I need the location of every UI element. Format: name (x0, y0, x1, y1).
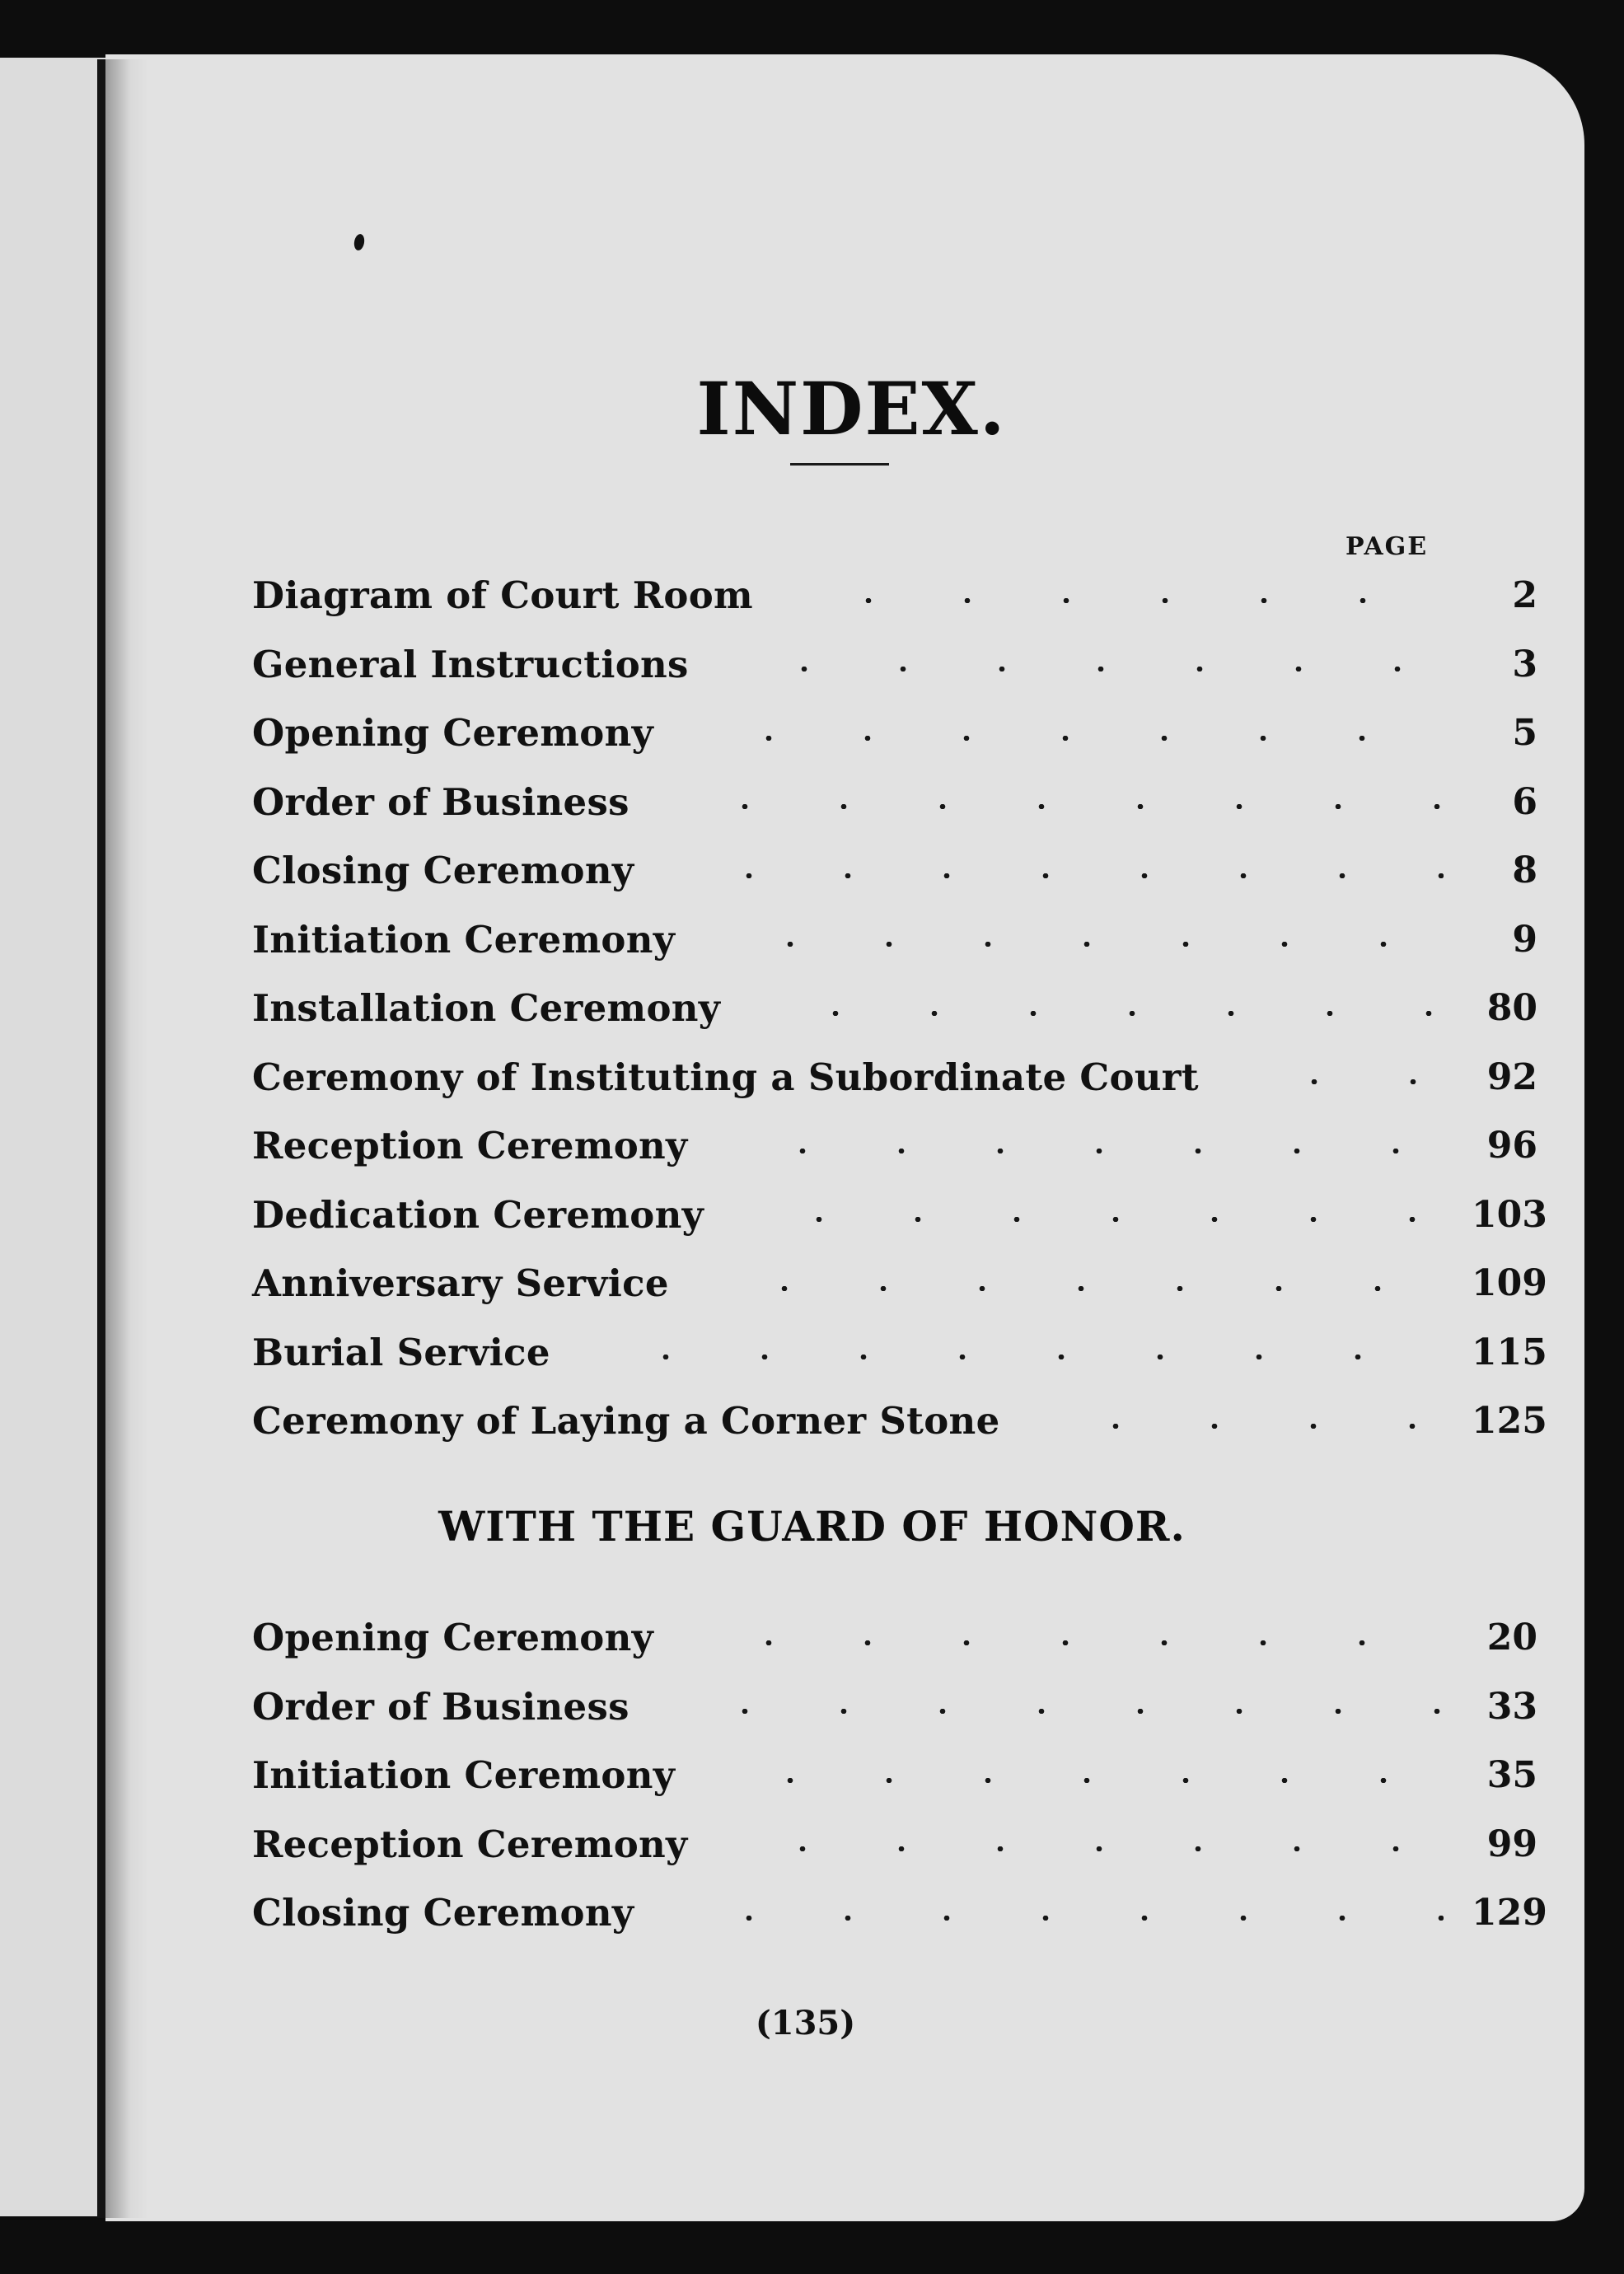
dot-leader (1025, 1424, 1444, 1429)
entry-page-number: 3 (1512, 643, 1537, 685)
index-entry (252, 836, 1537, 905)
entry-label: Order of Business (252, 1684, 629, 1729)
index-entry (252, 1318, 1547, 1387)
title-rule (790, 463, 889, 466)
entry-page-number: 9 (1512, 918, 1537, 961)
entry-page-number: 6 (1512, 780, 1537, 823)
dot-leader (575, 1355, 1444, 1359)
index-entry (252, 1603, 1537, 1673)
guard-index-list (252, 1603, 1547, 1948)
dot-leader (712, 1846, 1444, 1851)
entry-page-number: 33 (1486, 1685, 1537, 1728)
index-entry (252, 1181, 1547, 1250)
entry-label: Initiation Ceremony (252, 917, 676, 962)
gutter-shadow (105, 59, 147, 2218)
index-entry (252, 1741, 1537, 1810)
dot-leader (700, 942, 1444, 947)
entry-label: Diagram of Court Room (252, 573, 753, 618)
dot-leader (658, 873, 1444, 878)
dot-leader (712, 1149, 1444, 1153)
dot-leader (658, 1916, 1444, 1921)
entry-label: Closing Ceremony (252, 1891, 634, 1935)
entry-page-number: 99 (1486, 1822, 1537, 1865)
index-entry (252, 630, 1537, 700)
entry-page-number: 103 (1472, 1193, 1547, 1236)
index-entry (252, 561, 1537, 630)
index-entry (252, 699, 1537, 768)
entry-label: Opening Ceremony (252, 1616, 654, 1660)
dot-leader (728, 1217, 1444, 1222)
guard-of-honor-heading: WITH THE GUARD OF HONOR. (438, 1502, 1186, 1551)
entry-page-number: 80 (1486, 987, 1537, 1030)
entry-page-number: 5 (1512, 712, 1537, 755)
entry-page-number: 115 (1472, 1331, 1547, 1373)
dot-leader (745, 1011, 1444, 1016)
entry-label: General Instructions (252, 642, 689, 686)
entry-page-number: 92 (1486, 1055, 1537, 1098)
entry-label: Initiation Ceremony (252, 1753, 676, 1798)
index-entry (252, 1673, 1537, 1742)
dot-leader (714, 667, 1444, 671)
ink-mark (353, 233, 365, 251)
entry-label: Installation Ceremony (252, 986, 721, 1031)
entry-label: Opening Ceremony (252, 711, 654, 756)
dot-leader (694, 1286, 1444, 1291)
entry-label: Burial Service (252, 1330, 550, 1374)
index-entry (252, 1043, 1537, 1112)
entry-label: Dedication Ceremony (252, 1192, 704, 1237)
index-entry (252, 905, 1537, 975)
entry-page-number: 129 (1472, 1892, 1547, 1935)
index-list (252, 561, 1547, 1456)
entry-page-number: 125 (1472, 1400, 1547, 1443)
page-number: (135) (755, 2004, 856, 2042)
index-entry (252, 974, 1537, 1043)
entry-label: Anniversary Service (252, 1261, 669, 1306)
dot-leader (654, 1709, 1444, 1714)
dot-leader (678, 736, 1444, 741)
entry-label: Order of Business (252, 779, 629, 824)
index-entry (252, 1249, 1547, 1318)
page-title: INDEX. (696, 366, 1007, 452)
index-entry (252, 1111, 1537, 1181)
facing-page (0, 58, 107, 2216)
entry-label: Reception Ceremony (252, 1822, 688, 1866)
entry-page-number: 109 (1472, 1262, 1547, 1305)
dot-leader (778, 598, 1444, 603)
entry-page-number: 2 (1512, 574, 1537, 617)
page-column-heading: PAGE (1346, 532, 1429, 561)
dot-leader (700, 1778, 1444, 1783)
entry-page-number: 35 (1486, 1754, 1537, 1797)
index-entry (252, 768, 1537, 837)
index-entry (252, 1810, 1537, 1879)
dot-leader (654, 804, 1444, 809)
entry-page-number: 20 (1486, 1617, 1537, 1659)
dot-leader (678, 1640, 1444, 1645)
index-page (105, 54, 1584, 2221)
entry-page-number: 8 (1512, 849, 1537, 892)
dot-leader (1224, 1079, 1444, 1084)
entry-label: Reception Ceremony (252, 1124, 688, 1168)
book-spine (97, 59, 105, 2218)
entry-label: Closing Ceremony (252, 849, 634, 893)
entry-page-number: 96 (1486, 1125, 1537, 1167)
entry-label: Ceremony of Instituting a Subordinate Court (252, 1055, 1199, 1099)
index-entry (252, 1387, 1547, 1456)
index-entry (252, 1879, 1547, 1948)
entry-label: Ceremony of Laying a Corner Stone (252, 1399, 1000, 1443)
